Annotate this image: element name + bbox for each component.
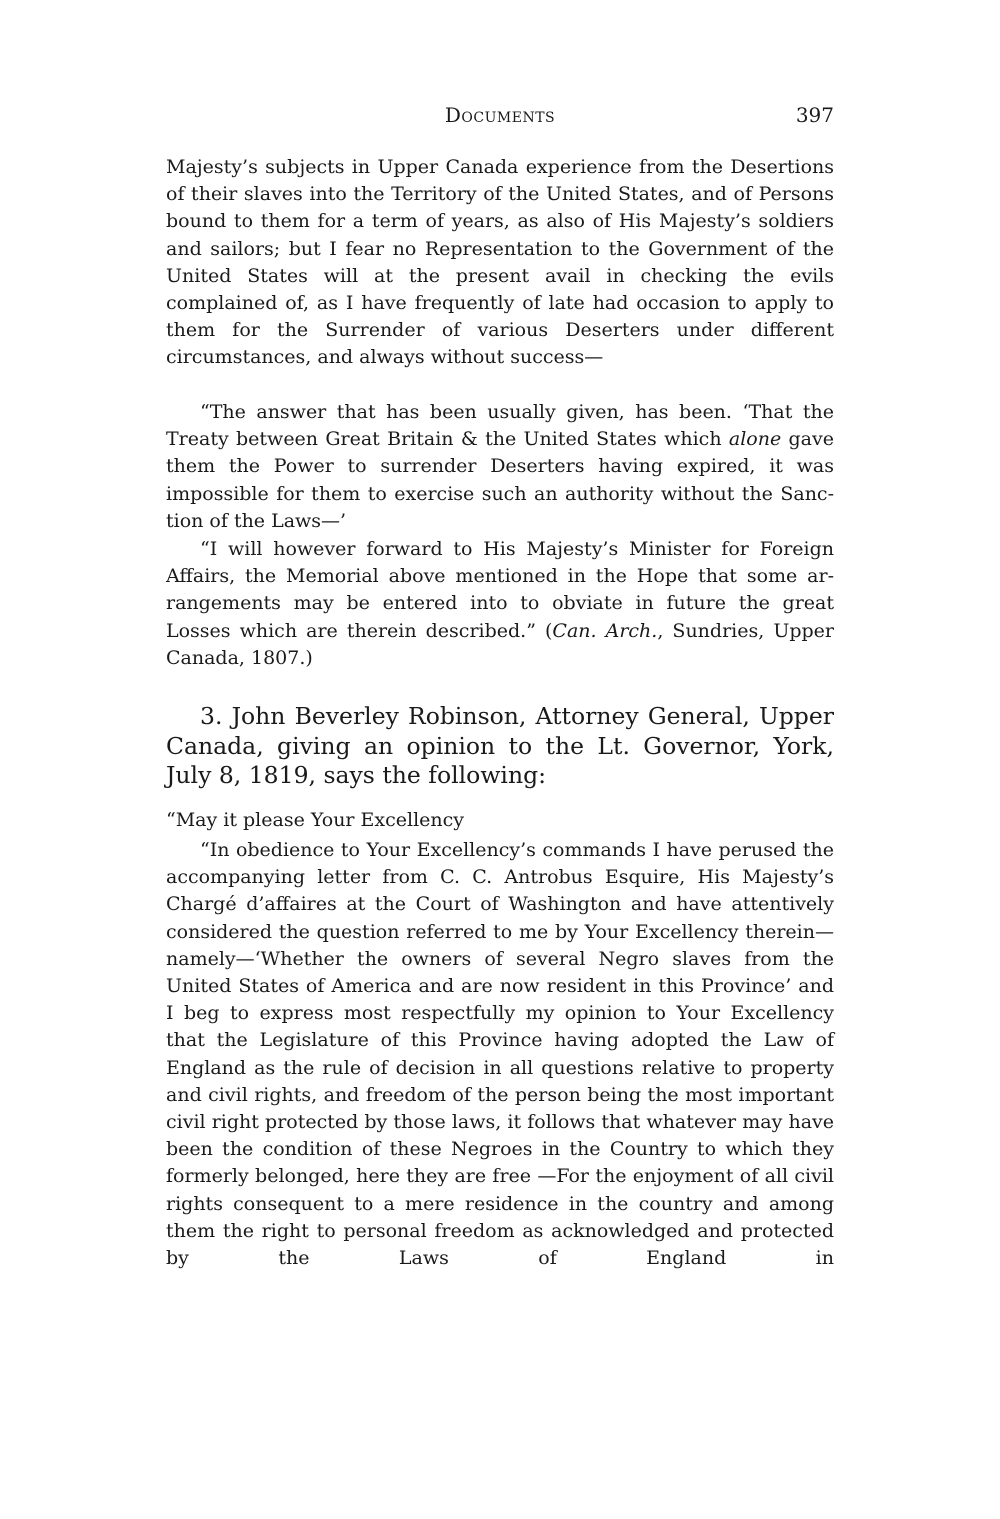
quote-forward-paragraph [166,536,834,672]
quote-answer-start: “The answer that has been usually given, has been. ‘That the Treaty between Great Britain & the United States which [166,401,834,451]
continuation-paragraph [166,154,834,372]
continuation-text: Majesty’s subjects in Upper Canada experience from the Desertions of their slaves into the Territory of the United States, and of Persons bound to them for a term of years, as also of His Majesty’s soldiers and sailors; but I fear no Representation to the Government of the United States will at the present avail in checking the evils complained of, as I have frequently of late had occasion to apply to them for the Surrender of various Deserters under different circumstances, and always without success— [166,156,834,369]
citation-source: Can. Arch. [552,619,658,642]
emphasis-alone: alone [728,428,782,451]
running-title: Documents [444,103,556,127]
citation-details: , Sundries, Upper Canada, 1807.) [166,619,834,669]
page-number: 397 [795,103,834,127]
quote-forward-text [166,536,834,672]
section-heading: 3. John Beverley Robinson, Attorney General, Upper Canada, giving an opinion to the Lt. Governor, York, July 8, 1819, says the following: [166,702,834,789]
letter-body-text: “In obedience to Your Excellency’s commands I have perused the accompanying letter from C. C. Antrobus Esquire, His Majesty’s Chargé d’affaires at the Court of Washington and have attentively considered the question referred to me by Your Excellency therein—namely—‘Whether the owners of several Negro slaves from the United States of America and are now resident in this Province’ and I beg to express most respectfully my opinion to Your Excellency that the Legislature of this Province having adopted the Law of England as the rule of decision in all questions relative to property and civil rights, and freedom of the person being the most important civil right protected by those laws, it follows that whatever may have been the condition of these Negroes in the Country to which they formerly belonged, here they are free —For the enjoyment of all civil rights consequent to a mere residence in the country and among them the right to personal freedom as acknowledged and protected by the Laws of England in [166,839,834,1270]
letter-body-paragraph [166,837,834,1272]
quote-answer-paragraph [166,399,834,535]
quote-answer-end: gave them the Power to surrender Deserters having expired, it was impossible for them to exercise such an authority without the Sanction of the Laws—’ [166,428,834,532]
letter-salutation: “May it please Your Excellency [166,809,465,831]
running-head [166,100,834,130]
quote-forward-body: “I will however forward to His Majesty’s Minister for Foreign Affairs, the Memorial above mentioned in the Hope that some arrangements may be entered into to obviate in future the great Losses which are therein described.” ( [166,538,834,642]
quote-answer-text [166,399,834,535]
